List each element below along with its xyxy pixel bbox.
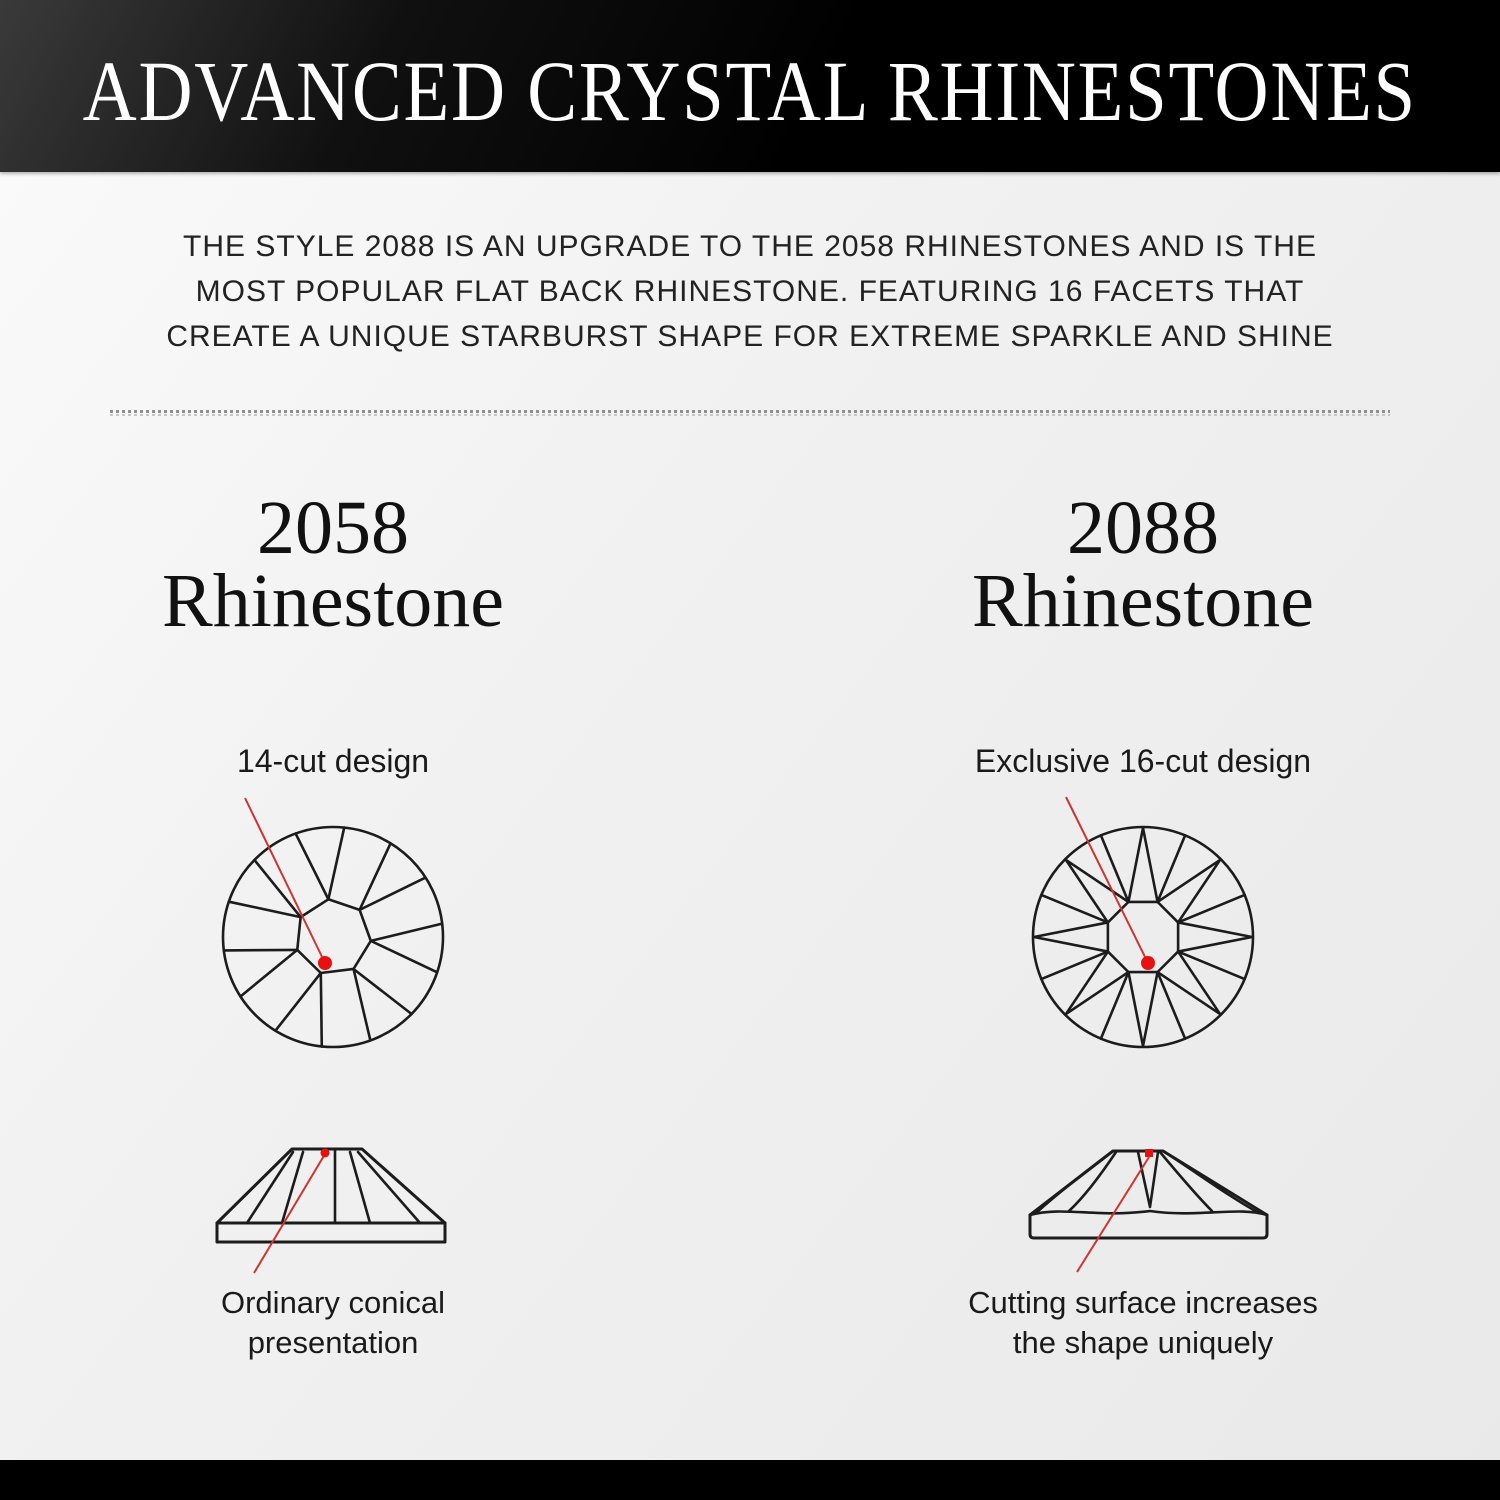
14-facet-top-view-diagram-icon [173,745,493,1065]
caption-line-1: Ordinary conical [221,1285,445,1320]
annotation-dot [1141,956,1155,970]
model-type: Rhinestone [972,559,1314,643]
annotation-dot [321,1149,330,1158]
annotation-dot [318,956,332,970]
header-band [0,0,1500,172]
column-2058 [73,480,593,1460]
intro-paragraph [0,224,1500,359]
faceted-side-view-diagram-icon [1003,1140,1283,1280]
intro-line-3: CREATE A UNIQUE STARBURST SHAPE FOR EXTREME SPARKLE AND SHINE [166,320,1334,353]
dotted-divider [110,410,1390,417]
annotation-line [1077,1157,1149,1272]
column-2088 [883,480,1403,1460]
footer-band [0,1460,1500,1500]
annotation-line [245,798,325,963]
page-title: ADVANCED CRYSTAL RHINESTONES [82,43,1418,139]
model-number: 2088 [1067,486,1219,570]
cut-design-label-2088: Exclusive 16-cut design [974,743,1312,779]
caption-2088 [883,1283,1403,1363]
caption-line-1: Cutting surface increases [968,1285,1318,1320]
model-heading-2058 [73,486,593,643]
intro-line-1: THE STYLE 2088 IS AN UPGRADE TO THE 2058 RHINESTONES AND IS THE [183,230,1317,263]
annotation-line [254,1154,325,1273]
conical-side-view-diagram-icon [193,1140,473,1280]
intro-line-2: MOST POPULAR FLAT BACK RHINESTONE. FEATURING 16 FACETS THAT [195,275,1305,308]
caption-2058 [73,1283,593,1363]
model-number: 2058 [257,486,409,570]
cut-design-label-2058: 14-cut design [236,743,430,779]
annotation-dot [1145,1149,1153,1157]
16-facet-starburst-top-view-diagram-icon [983,745,1303,1065]
caption-line-2: the shape uniquely [1012,1325,1274,1360]
caption-line-2: presentation [247,1325,419,1360]
model-heading-2088 [883,486,1403,643]
model-type: Rhinestone [162,559,504,643]
